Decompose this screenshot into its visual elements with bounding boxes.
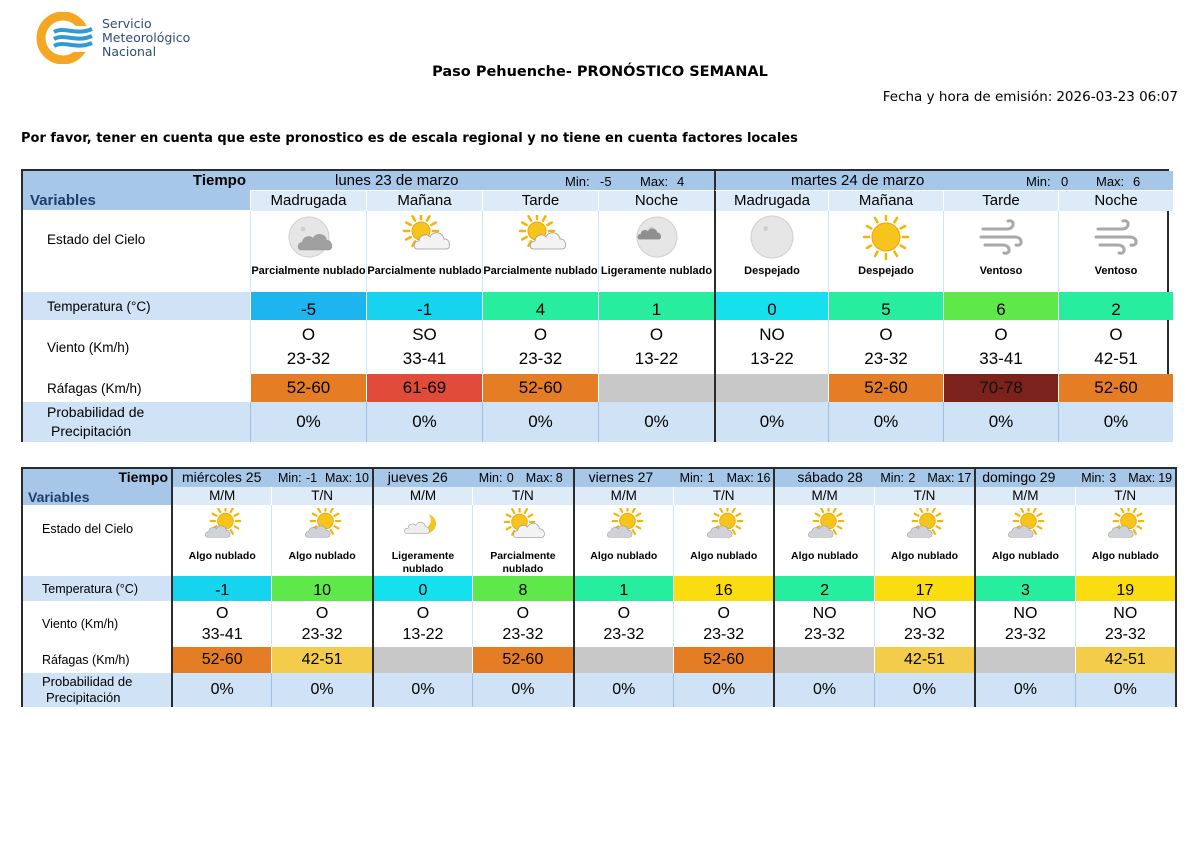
- sky-cell: [828, 211, 943, 292]
- prob-label-line2: Precipitación: [46, 690, 121, 705]
- sky-label: Parcialmente nublado: [490, 550, 556, 575]
- sky-cell: [673, 505, 773, 576]
- wind-direction: O: [416, 605, 430, 622]
- gust-cell: [573, 647, 673, 673]
- max-value: 6: [1133, 174, 1141, 189]
- day-header: [372, 469, 573, 487]
- min-value: 0: [1061, 174, 1069, 189]
- max-value: 8: [555, 471, 563, 485]
- sun-cloud-icon: [298, 508, 346, 548]
- temperature-cell: 8: [472, 576, 572, 601]
- temperature-cell: 4: [482, 292, 598, 320]
- gust-cell: 61-69: [366, 374, 482, 402]
- max-label: Max:: [525, 471, 553, 485]
- sky-cell: [943, 211, 1058, 292]
- period-header: Noche: [1058, 191, 1173, 211]
- wind-cell: [874, 601, 974, 647]
- windy-icon: [975, 215, 1027, 261]
- sky-label: Algo nublado: [991, 550, 1059, 562]
- period-header: Mañana: [828, 191, 943, 211]
- day-header: [773, 469, 974, 487]
- wind-cell: [974, 601, 1074, 647]
- table-corner: [23, 171, 250, 211]
- gust-cell: 52-60: [250, 374, 366, 402]
- min-label: Min:: [478, 471, 503, 485]
- period-header: M/M: [171, 487, 271, 505]
- wind-speed: 13-22: [750, 349, 794, 368]
- prob-label-line1: Probabilidad de: [42, 674, 133, 689]
- wind-cell: [171, 601, 271, 647]
- min-value: 1: [707, 471, 715, 485]
- temperature-cell: 1: [598, 292, 714, 320]
- period-header: T/N: [1075, 487, 1175, 505]
- wind-speed: 23-32: [703, 626, 745, 643]
- sky-cell: [1075, 505, 1175, 576]
- sun-cloud-icon: [198, 508, 246, 548]
- temperature-cell: 10: [271, 576, 371, 601]
- gust-cell: 52-60: [482, 374, 598, 402]
- temperature-cell: 5: [828, 292, 943, 320]
- temperature-cell: -1: [366, 292, 482, 320]
- temperature-cell: 1: [573, 576, 673, 601]
- max-value: 19: [1158, 471, 1173, 485]
- gust-cell: 52-60: [673, 647, 773, 673]
- sun-cloud-icon: [900, 508, 948, 548]
- tiempo-label: Tiempo: [118, 469, 168, 485]
- sky-cell: [472, 505, 572, 576]
- variables-label: Variables: [28, 489, 90, 505]
- max-label: Max:: [325, 471, 353, 485]
- wind-speed: 23-32: [804, 626, 846, 643]
- sky-label: Algo nublado: [1091, 550, 1159, 562]
- max-label: Max:: [726, 471, 754, 485]
- partly-cloudy-day-icon: [499, 508, 547, 548]
- precipitation-cell: 0%: [472, 673, 572, 707]
- slightly-cloudy-night-icon: [631, 215, 683, 261]
- variable-label-gust: Ráfagas (Km/h): [42, 653, 130, 667]
- day-name: lunes 23 de marzo: [335, 172, 459, 189]
- wind-direction: O: [879, 325, 893, 344]
- variable-label-temp: Temperatura (°C): [23, 292, 250, 320]
- wind-direction: NO: [1113, 605, 1138, 622]
- wind-speed: 23-32: [518, 349, 563, 368]
- sky-cell: [598, 211, 714, 292]
- precipitation-cell: 0%: [874, 673, 974, 707]
- emission-value: 2026-03-23 06:07: [1056, 89, 1178, 105]
- max-value: 10: [355, 471, 369, 485]
- sky-label: Ligeramente nublado: [391, 550, 455, 575]
- precipitation-cell: 0%: [974, 673, 1074, 707]
- wind-direction: O: [994, 325, 1008, 344]
- day-name: jueves 26: [387, 469, 448, 485]
- period-header: T/N: [874, 487, 974, 505]
- sky-label: Ventoso: [1094, 265, 1138, 277]
- sun-cloud-icon: [700, 508, 748, 548]
- sky-cell: [714, 211, 828, 292]
- day-name: viernes 27: [588, 469, 654, 485]
- period-header: M/M: [974, 487, 1074, 505]
- day-name: domingo 29: [982, 469, 1056, 485]
- gust-cell: 42-51: [874, 647, 974, 673]
- wind-cell: [943, 320, 1058, 374]
- wind-direction: NO: [812, 605, 837, 622]
- sky-label: Parcialmente nublado: [251, 265, 366, 277]
- day-name: sábado 28: [797, 469, 863, 485]
- sky-label: Ventoso: [979, 265, 1023, 277]
- max-value: 4: [677, 174, 685, 189]
- wind-direction: NO: [1013, 605, 1038, 622]
- forecast-table-weekly: [21, 467, 1177, 707]
- wind-speed: 13-22: [402, 626, 444, 643]
- sky-cell: [773, 505, 873, 576]
- wind-speed: 23-32: [1004, 626, 1046, 643]
- gust-cell: [773, 647, 873, 673]
- precipitation-cell: 0%: [482, 402, 598, 442]
- temperature-cell: 17: [874, 576, 974, 601]
- sky-cell: [250, 211, 366, 292]
- day-header: [573, 469, 774, 487]
- min-value: -5: [600, 174, 612, 189]
- sky-label: Ligeramente nublado: [600, 265, 713, 277]
- day-header: [171, 469, 372, 487]
- wind-cell: [1058, 320, 1173, 374]
- wind-speed: 23-32: [301, 626, 343, 643]
- precipitation-cell: 0%: [773, 673, 873, 707]
- temperature-cell: -1: [171, 576, 271, 601]
- sky-cell: [974, 505, 1074, 576]
- variable-label-prob: [23, 402, 250, 442]
- max-label: Max:: [640, 174, 669, 189]
- sky-label: Algo nublado: [791, 550, 859, 562]
- wind-speed: 33-41: [979, 349, 1023, 368]
- min-label: Min:: [880, 471, 905, 485]
- windy-icon: [1090, 215, 1142, 261]
- min-value: 2: [908, 471, 916, 485]
- wind-direction: SO: [412, 325, 437, 344]
- sky-label: Despejado: [858, 265, 914, 277]
- day-header: [714, 171, 1173, 191]
- sky-label: Parcialmente nublado: [483, 265, 598, 277]
- min-value: 3: [1109, 471, 1117, 485]
- temperature-cell: 3: [974, 576, 1074, 601]
- period-header: Madrugada: [250, 191, 366, 211]
- max-label: Max:: [1128, 471, 1156, 485]
- wind-direction: NO: [912, 605, 937, 622]
- max-value: 17: [957, 471, 972, 485]
- sky-label: Algo nublado: [690, 550, 758, 562]
- variable-label-sky: Estado del Cielo: [47, 232, 146, 247]
- logo-line-2: Meteorológico: [102, 30, 191, 45]
- wind-cell: [1075, 601, 1175, 647]
- max-value: 16: [756, 471, 771, 485]
- table-corner: [23, 469, 171, 505]
- wind-speed: 33-41: [201, 626, 243, 643]
- wind-cell: [472, 601, 572, 647]
- prob-label-line1: Probabilidad de: [47, 404, 145, 420]
- sky-cell: [482, 211, 598, 292]
- sun-cloud-icon: [1101, 508, 1149, 548]
- min-label: Min:: [1081, 471, 1105, 485]
- gust-cell: [598, 374, 714, 402]
- disclaimer: Por favor, tener en cuenta que este pronostico es de escala regional y no tiene en cuenta factores locales: [21, 131, 798, 146]
- min-value: -1: [306, 471, 318, 485]
- wind-speed: 13-22: [634, 349, 679, 368]
- precipitation-cell: 0%: [1058, 402, 1173, 442]
- min-label: Min:: [679, 471, 704, 485]
- sun-cloud-icon: [1001, 508, 1049, 548]
- variable-label-prob: [23, 673, 171, 707]
- logo-line-3: Nacional: [102, 44, 157, 59]
- precipitation-cell: 0%: [366, 402, 482, 442]
- gust-cell: 42-51: [271, 647, 371, 673]
- wind-speed: 23-32: [603, 626, 645, 643]
- wind-direction: O: [617, 605, 631, 622]
- forecast-table-detailed: [21, 169, 1169, 442]
- period-header: Noche: [598, 191, 714, 211]
- wind-cell: [372, 601, 472, 647]
- tiempo-label: Tiempo: [192, 172, 246, 189]
- smn-logo: [36, 12, 216, 64]
- variable-label-wind: Viento (Km/h): [47, 339, 130, 355]
- period-header: Tarde: [943, 191, 1058, 211]
- temperature-cell: -5: [250, 292, 366, 320]
- wind-speed: 23-32: [904, 626, 945, 643]
- sky-label: Algo nublado: [590, 550, 658, 562]
- min-value: 0: [506, 471, 514, 485]
- wind-direction: NO: [759, 325, 785, 344]
- precipitation-cell: 0%: [943, 402, 1058, 442]
- wind-cell: [828, 320, 943, 374]
- temperature-cell: 0: [714, 292, 828, 320]
- wind-cell: [482, 320, 598, 374]
- gust-cell: 70-78: [943, 374, 1058, 402]
- gust-cell: [974, 647, 1074, 673]
- period-header: T/N: [673, 487, 773, 505]
- page-title: Paso Pehuenche- PRONÓSTICO SEMANAL: [432, 64, 768, 80]
- max-label: Max:: [1096, 174, 1125, 189]
- wind-direction: O: [1109, 325, 1123, 344]
- clear-night-icon: [746, 215, 798, 261]
- period-header: T/N: [472, 487, 572, 505]
- wind-direction: O: [717, 605, 730, 622]
- wind-cell: [573, 601, 673, 647]
- wind-speed: 23-32: [864, 349, 908, 368]
- period-header: M/M: [773, 487, 873, 505]
- wind-speed: 23-32: [502, 626, 544, 643]
- wind-cell: [714, 320, 828, 374]
- precipitation-cell: 0%: [171, 673, 271, 707]
- partly-cloudy-day-icon: [399, 215, 451, 261]
- period-header: Mañana: [366, 191, 482, 211]
- period-header: M/M: [372, 487, 472, 505]
- precipitation-cell: 0%: [828, 402, 943, 442]
- day-header: [974, 469, 1175, 487]
- precipitation-cell: 0%: [1075, 673, 1175, 707]
- precipitation-cell: 0%: [250, 402, 366, 442]
- precipitation-cell: 0%: [673, 673, 773, 707]
- period-header: T/N: [271, 487, 371, 505]
- wind-speed: 33-41: [402, 349, 447, 368]
- min-label: Min:: [278, 471, 302, 485]
- max-label: Max:: [927, 471, 955, 485]
- day-name: martes 24 de marzo: [791, 172, 925, 189]
- sky-cell: [573, 505, 673, 576]
- min-label: Min:: [565, 174, 590, 189]
- wind-cell: [598, 320, 714, 374]
- wind-speed: 42-51: [1094, 349, 1138, 368]
- wind-cell: [250, 320, 366, 374]
- variable-label-wind: Viento (Km/h): [42, 617, 119, 631]
- variable-label-temp: Temperatura (°C): [23, 576, 171, 601]
- precipitation-cell: 0%: [372, 673, 472, 707]
- temperature-cell: 6: [943, 292, 1058, 320]
- wind-cell: [271, 601, 371, 647]
- gust-cell: 52-60: [1058, 374, 1173, 402]
- day-name: miércoles 25: [182, 469, 262, 485]
- temperature-cell: 19: [1075, 576, 1175, 601]
- sun-cloud-icon: [600, 508, 648, 548]
- wind-cell: [366, 320, 482, 374]
- partly-cloudy-night-icon: [283, 215, 335, 261]
- sky-cell: [171, 505, 271, 576]
- temperature-cell: 2: [773, 576, 873, 601]
- prob-label-line2: Precipitación: [51, 423, 132, 439]
- partly-cloudy-day-icon: [515, 215, 567, 261]
- day-header: [250, 171, 714, 191]
- gust-cell: 42-51: [1075, 647, 1175, 673]
- wind-direction: O: [301, 325, 316, 344]
- precipitation-cell: 0%: [714, 402, 828, 442]
- sky-cell: [271, 505, 371, 576]
- wind-direction: O: [533, 325, 548, 344]
- sky-label: Algo nublado: [890, 550, 959, 562]
- sky-cell: [1058, 211, 1173, 292]
- variables-label: Variables: [30, 192, 96, 209]
- wind-speed: 23-32: [1104, 626, 1146, 643]
- gust-cell: [714, 374, 828, 402]
- sky-label: Parcialmente nublado: [367, 265, 482, 277]
- precipitation-cell: 0%: [598, 402, 714, 442]
- wind-direction: O: [516, 605, 530, 622]
- precipitation-cell: 0%: [573, 673, 673, 707]
- gust-cell: 52-60: [171, 647, 271, 673]
- emission-date: [879, 89, 1178, 105]
- sky-cell: [874, 505, 974, 576]
- logo-line-1: Servicio: [102, 16, 152, 31]
- period-header: Tarde: [482, 191, 598, 211]
- temperature-cell: 2: [1058, 292, 1173, 320]
- moon-cloud-icon: [399, 508, 447, 548]
- precipitation-cell: 0%: [271, 673, 371, 707]
- wind-speed: 23-32: [286, 349, 331, 368]
- gust-cell: 52-60: [828, 374, 943, 402]
- emission-label: Fecha y hora de emisión:: [882, 89, 1053, 105]
- sun-icon: [860, 215, 912, 261]
- min-label: Min:: [1026, 174, 1051, 189]
- wind-direction: O: [315, 605, 329, 622]
- temperature-cell: 0: [372, 576, 472, 601]
- period-header: M/M: [573, 487, 673, 505]
- smn-logo-icon: [36, 12, 98, 64]
- variable-label-gust: Ráfagas (Km/h): [47, 380, 142, 396]
- logo-text: [102, 17, 190, 59]
- sky-cell: [366, 211, 482, 292]
- sky-label: Algo nublado: [288, 550, 356, 562]
- wind-cell: [773, 601, 873, 647]
- sky-label: Algo nublado: [188, 550, 256, 562]
- period-header: Madrugada: [714, 191, 828, 211]
- temperature-cell: 16: [673, 576, 773, 601]
- wind-direction: O: [649, 325, 664, 344]
- gust-cell: 52-60: [472, 647, 572, 673]
- sky-cell: [372, 505, 472, 576]
- sun-cloud-icon: [801, 508, 849, 548]
- sky-label: Despejado: [744, 265, 800, 277]
- variable-label-sky: Estado del Cielo: [42, 522, 134, 536]
- wind-cell: [673, 601, 773, 647]
- wind-direction: O: [215, 605, 229, 622]
- gust-cell: [372, 647, 472, 673]
